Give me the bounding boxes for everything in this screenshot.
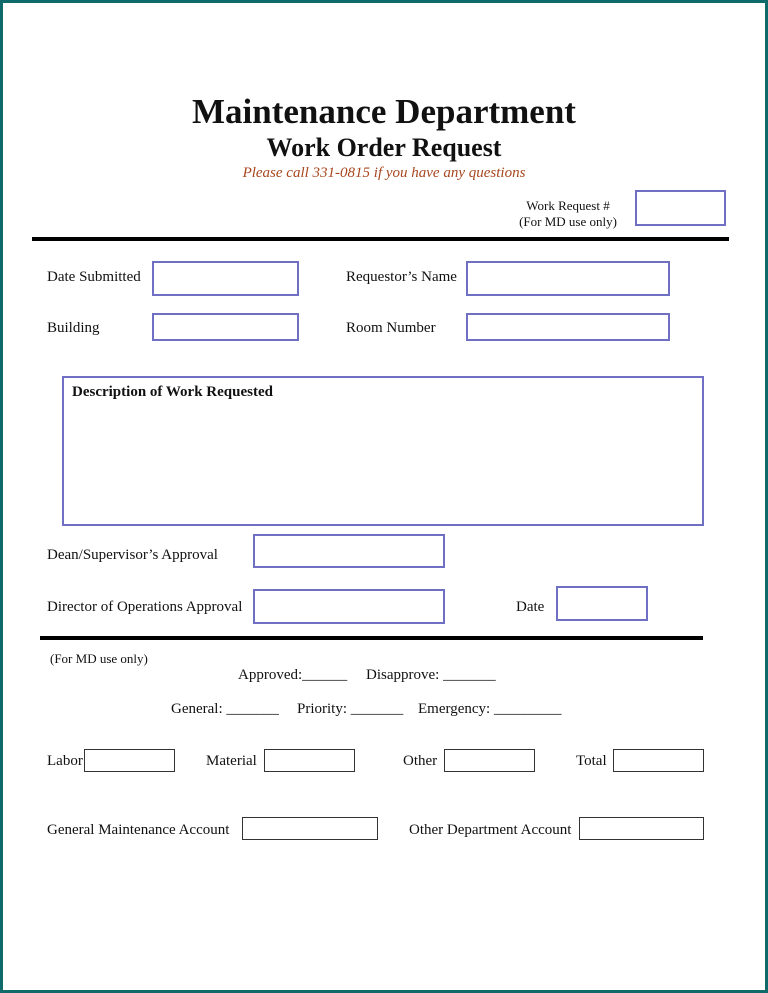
dean-approval-label: Dean/Supervisor’s Approval [47,547,218,563]
other-cost-field[interactable] [444,749,535,772]
building-label: Building [47,320,100,336]
work-request-label [508,198,628,230]
total-input[interactable] [614,750,703,771]
dean-approval-field[interactable] [253,534,445,568]
requestor-name-input[interactable] [468,263,668,294]
room-number-label: Room Number [346,320,436,336]
work-request-number-field[interactable] [635,190,726,226]
other-department-account-input[interactable] [580,818,703,839]
form-title: Work Order Request [266,133,502,162]
date-submitted-field[interactable] [152,261,299,296]
material-input[interactable] [265,750,354,771]
general-maintenance-account-field[interactable] [242,817,378,840]
general-priority-field[interactable]: General: _______ [171,701,279,717]
other-department-account-label: Other Department Account [409,822,572,838]
priority-field[interactable]: Priority: _______ [297,701,404,717]
md-divider [40,636,703,640]
building-field[interactable] [152,313,299,341]
md-use-only-label: (For MD use only) [50,651,148,666]
emergency-field[interactable]: Emergency: _________ [418,701,562,717]
material-field[interactable] [264,749,355,772]
labor-input[interactable] [85,750,174,771]
top-divider [32,237,729,241]
director-approval-field[interactable] [253,589,445,624]
description-textarea[interactable] [70,406,696,518]
director-approval-input[interactable] [255,591,443,622]
requestor-name-label: Requestor’s Name [346,269,457,285]
labor-label: Labor [47,753,83,769]
approval-date-label: Date [516,599,545,615]
requestor-name-field[interactable] [466,261,670,296]
description-field[interactable] [62,376,704,526]
page-title: Maintenance Department [192,92,576,131]
date-submitted-input[interactable] [154,263,297,294]
material-label: Material [206,753,257,769]
approved-field[interactable]: Approved:______ [238,667,348,683]
general-maintenance-account-input[interactable] [243,818,377,839]
total-field[interactable] [613,749,704,772]
other-cost-label: Other [403,753,438,769]
description-label: Description of Work Requested [72,384,273,400]
other-cost-input[interactable] [445,750,534,771]
contact-note: Please call 331-0815 if you have any questions [242,165,526,181]
room-number-input[interactable] [468,315,668,339]
general-maintenance-account-label: General Maintenance Account [47,822,230,838]
dean-approval-input[interactable] [255,536,443,566]
work-request-number-input[interactable] [637,192,724,224]
date-submitted-label: Date Submitted [47,269,141,285]
disapprove-field[interactable]: Disapprove: _______ [366,667,496,683]
building-input[interactable] [154,315,297,339]
total-label: Total [576,753,607,769]
other-department-account-field[interactable] [579,817,704,840]
director-approval-label: Director of Operations Approval [47,599,243,615]
room-number-field[interactable] [466,313,670,341]
work-request-label-line2: (For MD use only) [519,214,617,229]
labor-field[interactable] [84,749,175,772]
approval-date-input[interactable] [558,588,646,619]
work-request-label-line1: Work Request # [526,198,610,213]
approval-date-field[interactable] [556,586,648,621]
